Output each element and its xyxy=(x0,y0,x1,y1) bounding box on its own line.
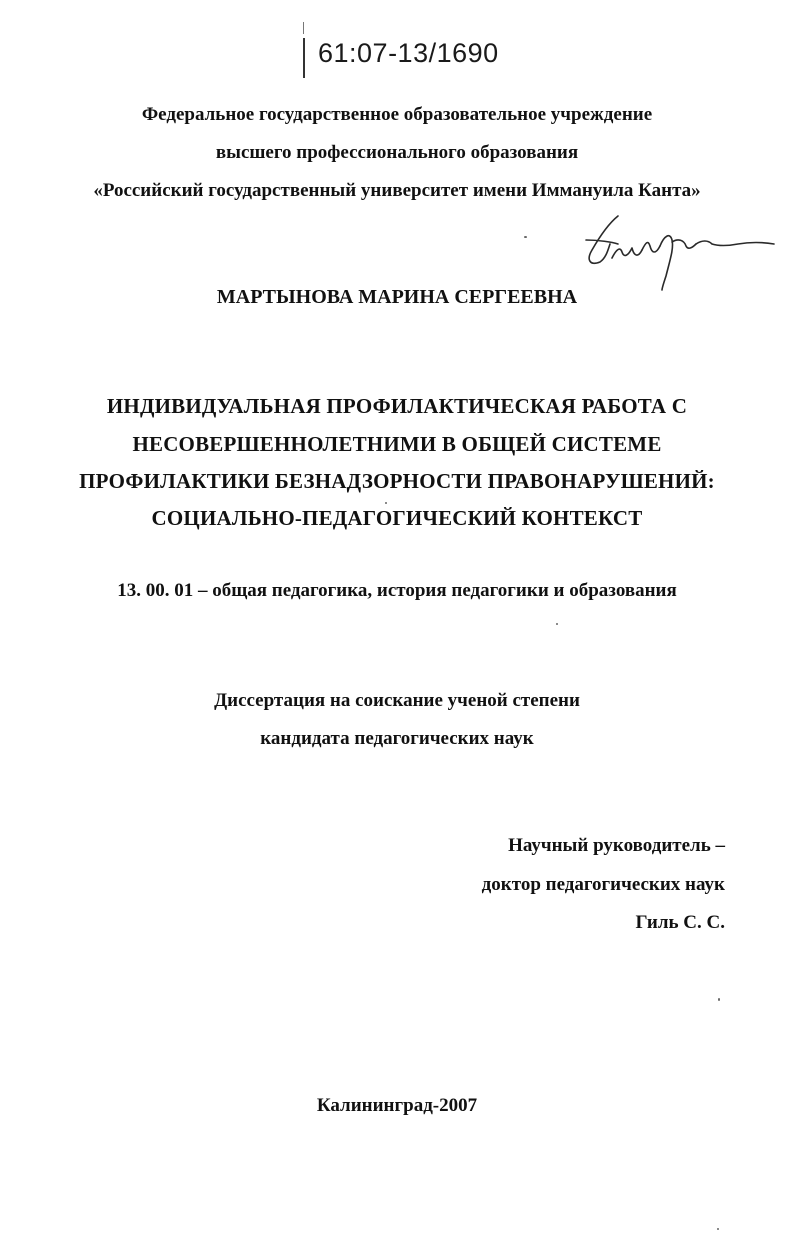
supervisor-role: Научный руководитель – xyxy=(508,835,725,856)
dissertation-line-2: кандидата педагогических наук xyxy=(260,728,534,749)
scan-speck xyxy=(717,1228,719,1230)
handwritten-signature-icon xyxy=(578,210,778,294)
title-line-2: НЕСОВЕРШЕННОЛЕТНИМИ В ОБЩЕЙ СИСТЕМЕ xyxy=(132,432,662,456)
scan-speck xyxy=(718,998,720,1001)
institution-line-2: высшего профессионального образования xyxy=(215,142,579,163)
city-year: Калининград-2007 xyxy=(316,1095,478,1116)
title-line-1: ИНДИВИДУАЛЬНАЯ ПРОФИЛАКТИЧЕСКАЯ РАБОТА С xyxy=(106,394,688,418)
supervisor-name: Гиль С. С. xyxy=(635,912,725,933)
stamp-mark xyxy=(303,22,304,34)
scan-speck xyxy=(556,623,558,625)
supervisor-degree: доктор педагогических наук xyxy=(481,874,725,895)
archive-code: 61:07-13/1690 xyxy=(318,38,499,68)
title-line-4: СОЦИАЛЬНО-ПЕДАГОГИЧЕСКИЙ КОНТЕКСТ xyxy=(151,506,643,530)
institution-line-1: Федеральное государственное образовательное учреждение xyxy=(141,104,653,125)
scan-speck xyxy=(524,236,527,238)
dissertation-line-1: Диссертация на соискание ученой степени xyxy=(214,690,580,711)
author-name: МАРТЫНОВА МАРИНА СЕРГЕЕВНА xyxy=(216,286,578,308)
title-line-3: ПРОФИЛАКТИКИ БЕЗНАДЗОРНОСТИ ПРАВОНАРУШЕНИЙ: xyxy=(79,469,715,493)
scan-speck xyxy=(385,502,387,504)
stamp-bar xyxy=(303,38,305,78)
institution-line-3: «Российский государственный университет имени Иммануила Канта» xyxy=(93,180,701,201)
specialty-code: 13. 00. 01 – общая педагогика, история педагогики и образования xyxy=(117,580,677,601)
